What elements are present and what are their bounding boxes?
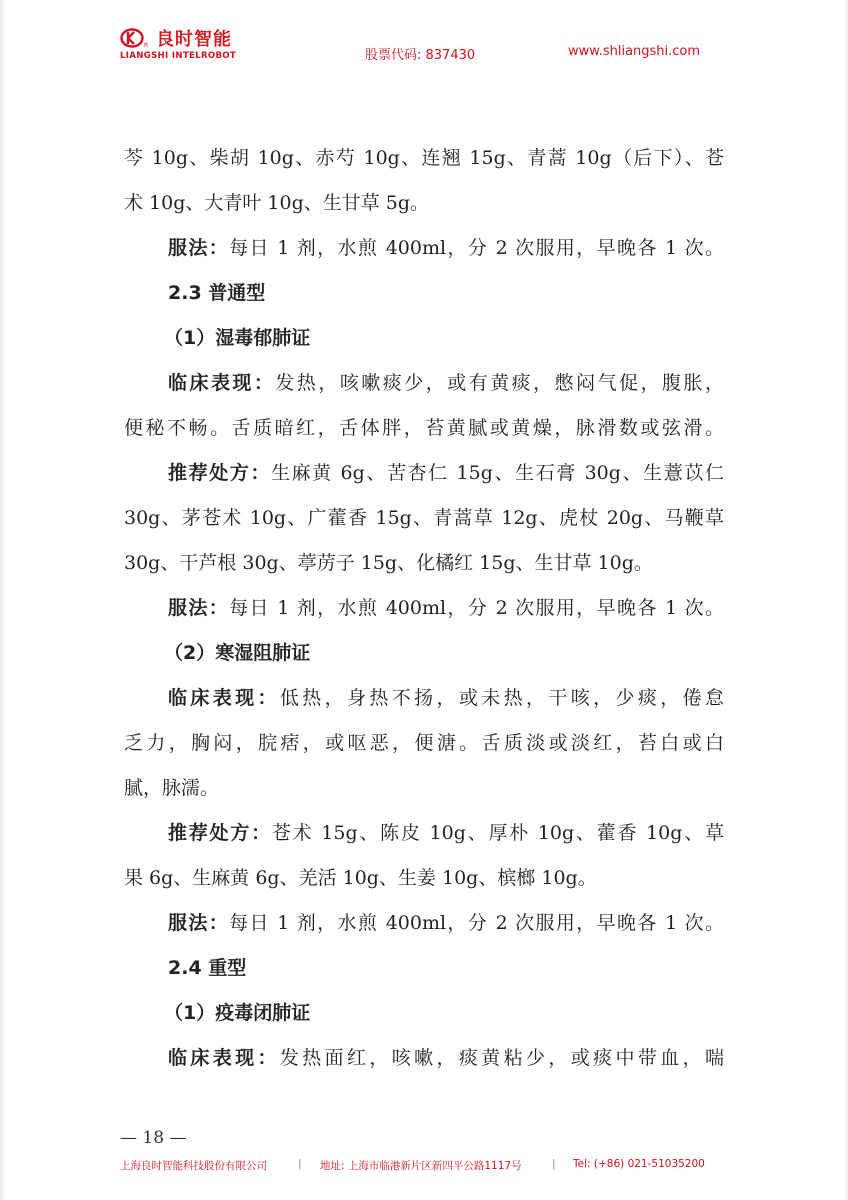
clinical-label: 临床表现： — [168, 1047, 280, 1069]
subsection-heading: （1）疫毒闭肺证 — [164, 1002, 311, 1024]
body-line: 便秘不畅。舌质暗红，舌体胖，苔黄腻或黄燥，脉滑数或弦滑。 — [124, 417, 724, 439]
body-line: 术 10g、大青叶 10g、生甘草 5g。 — [124, 192, 430, 214]
clinical-paragraph — [168, 370, 724, 396]
clinical-text: 发热面红，咳嗽，痰黄粘少，或痰中带血，喘 — [279, 1047, 724, 1069]
dosage-label: 服法： — [168, 597, 230, 619]
page-header — [0, 0, 848, 70]
body-line: 芩 10g、柴胡 10g、赤芍 10g、连翘 15g、青蒿 10g（后下）、苍 — [124, 147, 724, 169]
page-footer — [120, 1158, 720, 1174]
company-logo — [120, 27, 260, 63]
page-shadow-right — [844, 0, 848, 1200]
website-url: www.shliangshi.com — [568, 44, 701, 59]
subsection-heading: （1）湿毒郁肺证 — [164, 327, 311, 349]
footer-separator: | — [552, 1158, 556, 1170]
clinical-label: 临床表现： — [168, 687, 280, 709]
subsection-heading: （2）寒湿阻肺证 — [164, 642, 311, 664]
svg-text:R: R — [144, 42, 149, 49]
dosage-text: 每日 1 剂，水煎 400ml，分 2 次服用，早晚各 1 次。 — [229, 237, 724, 259]
logo-english-name: LIANGSHI INTELROBOT — [120, 51, 237, 61]
clinical-text: 低热，身热不扬，或未热，干咳，少痰，倦怠 — [279, 687, 724, 709]
page-number: — 18 — — [120, 1128, 187, 1148]
clinical-label: 临床表现： — [168, 372, 276, 394]
clinical-paragraph — [168, 1045, 724, 1071]
dosage-label: 服法： — [168, 912, 230, 934]
page-shadow-left — [0, 0, 6, 1200]
dosage-text: 每日 1 剂，水煎 400ml，分 2 次服用，早晚各 1 次。 — [229, 912, 724, 934]
footer-address: 地址: 上海市临港新片区新四平公路1117号 — [320, 1160, 522, 1172]
body-line: 30g、干芦根 30g、葶苈子 15g、化橘红 15g、生甘草 10g。 — [124, 552, 653, 574]
prescription-paragraph — [168, 820, 724, 846]
dosage-label: 服法： — [168, 237, 230, 259]
prescription-paragraph — [168, 460, 724, 486]
body-line: 乏力，胸闷，脘痞，或呕恶，便溏。舌质淡或淡红，苔白或白 — [124, 732, 724, 754]
body-line: 果 6g、生麻黄 6g、羌活 10g、生姜 10g、槟榔 10g。 — [124, 867, 597, 889]
footer-tel: Tel: (+86) 021-51035200 — [573, 1158, 705, 1170]
logo-mark-icon — [120, 27, 154, 49]
body-line: 腻，脉濡。 — [124, 777, 220, 799]
section-heading: 2.4 重型 — [168, 957, 247, 979]
prescription-label: 推荐处方： — [168, 822, 272, 844]
dosage-paragraph — [168, 235, 724, 261]
prescription-text: 苍术 15g、陈皮 10g、厚朴 10g、藿香 10g、草 — [271, 822, 724, 844]
clinical-text: 发热，咳嗽痰少，或有黄痰，憋闷气促，腹胀， — [275, 372, 724, 394]
footer-separator: | — [298, 1158, 302, 1170]
prescription-label: 推荐处方： — [168, 462, 272, 484]
prescription-text: 生麻黄 6g、苦杏仁 15g、生石膏 30g、生薏苡仁 — [271, 462, 724, 484]
dosage-paragraph — [168, 595, 724, 621]
footer-company: 上海良时智能科技股份有限公司 — [120, 1160, 267, 1172]
section-heading: 2.3 普通型 — [168, 282, 266, 304]
body-line: 30g、茅苍术 10g、广藿香 15g、青蒿草 12g、虎杖 20g、马鞭草 — [124, 507, 724, 529]
dosage-text: 每日 1 剂，水煎 400ml，分 2 次服用，早晚各 1 次。 — [229, 597, 724, 619]
stock-code: 股票代码: 837430 — [365, 48, 476, 63]
clinical-paragraph — [168, 685, 724, 711]
logo-chinese-name: 良时智能 — [156, 29, 232, 50]
dosage-paragraph — [168, 910, 724, 936]
